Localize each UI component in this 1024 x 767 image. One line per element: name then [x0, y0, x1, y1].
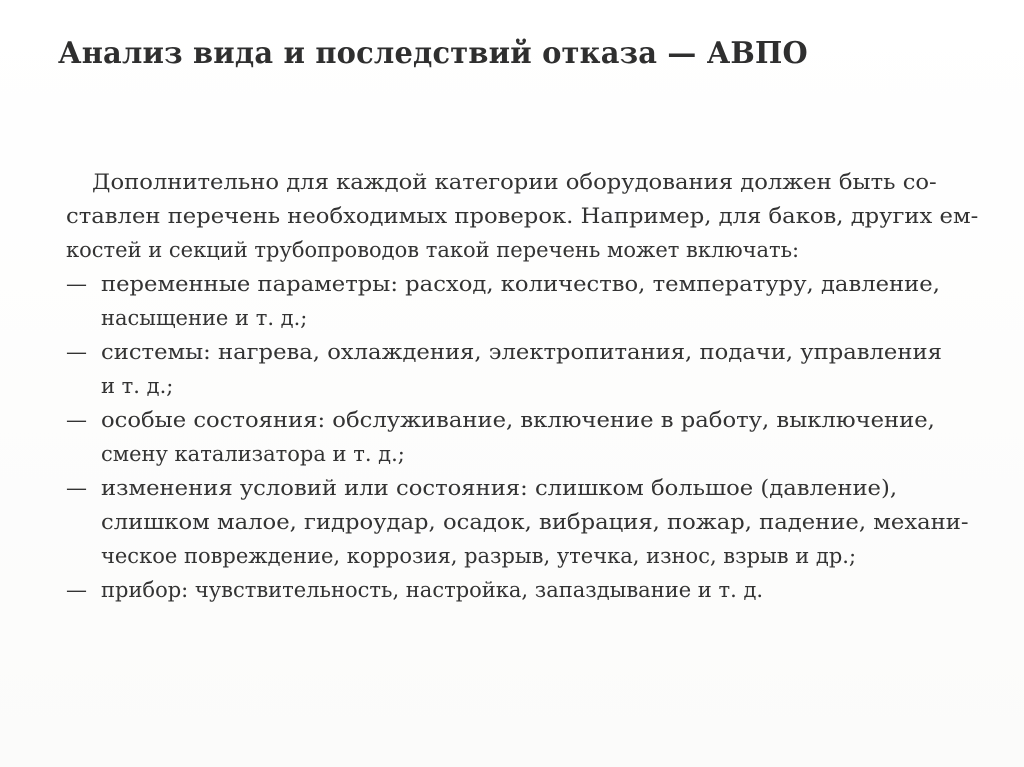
list-dash: —	[66, 476, 87, 500]
intro-line: ставлен перечень необходимых проверок. Например, для баков, других ем-	[66, 204, 979, 228]
list-item-line: изменения условий или состояния: слишком большое (давление),	[101, 476, 898, 500]
list-dash: —	[66, 340, 87, 364]
list-dash: —	[66, 408, 87, 432]
list-item-line: прибор: чувствительность, настройка, запаздывание и т. д.	[101, 578, 764, 602]
list-item-line: смену катализатора и т. д.;	[101, 442, 405, 466]
list-item-line: особые состояния: обслуживание, включение в работу, выключение,	[101, 408, 935, 432]
list-item-line: переменные параметры: расход, количество, температуру, давление,	[101, 272, 940, 296]
list-item-line: насыщение и т. д.;	[101, 306, 308, 330]
intro-line: костей и секций трубопроводов такой перечень может включать:	[66, 238, 800, 262]
intro-line: Дополнительно для каждой категории оборудования должен быть со-	[92, 170, 937, 194]
list-item-line: слишком малое, гидроудар, осадок, вибрация, пожар, падение, механи-	[101, 510, 969, 534]
page-title: Анализ вида и последствий отказа — АВПО	[58, 36, 808, 71]
list-item-line: и т. д.;	[101, 374, 174, 398]
list-item-line: системы: нагрева, охлаждения, электропитания, подачи, управления	[101, 340, 942, 364]
list-dash: —	[66, 272, 87, 296]
list-dash: —	[66, 578, 87, 602]
list-item-line: ческое повреждение, коррозия, разрыв, утечка, износ, взрыв и др.;	[101, 544, 857, 568]
